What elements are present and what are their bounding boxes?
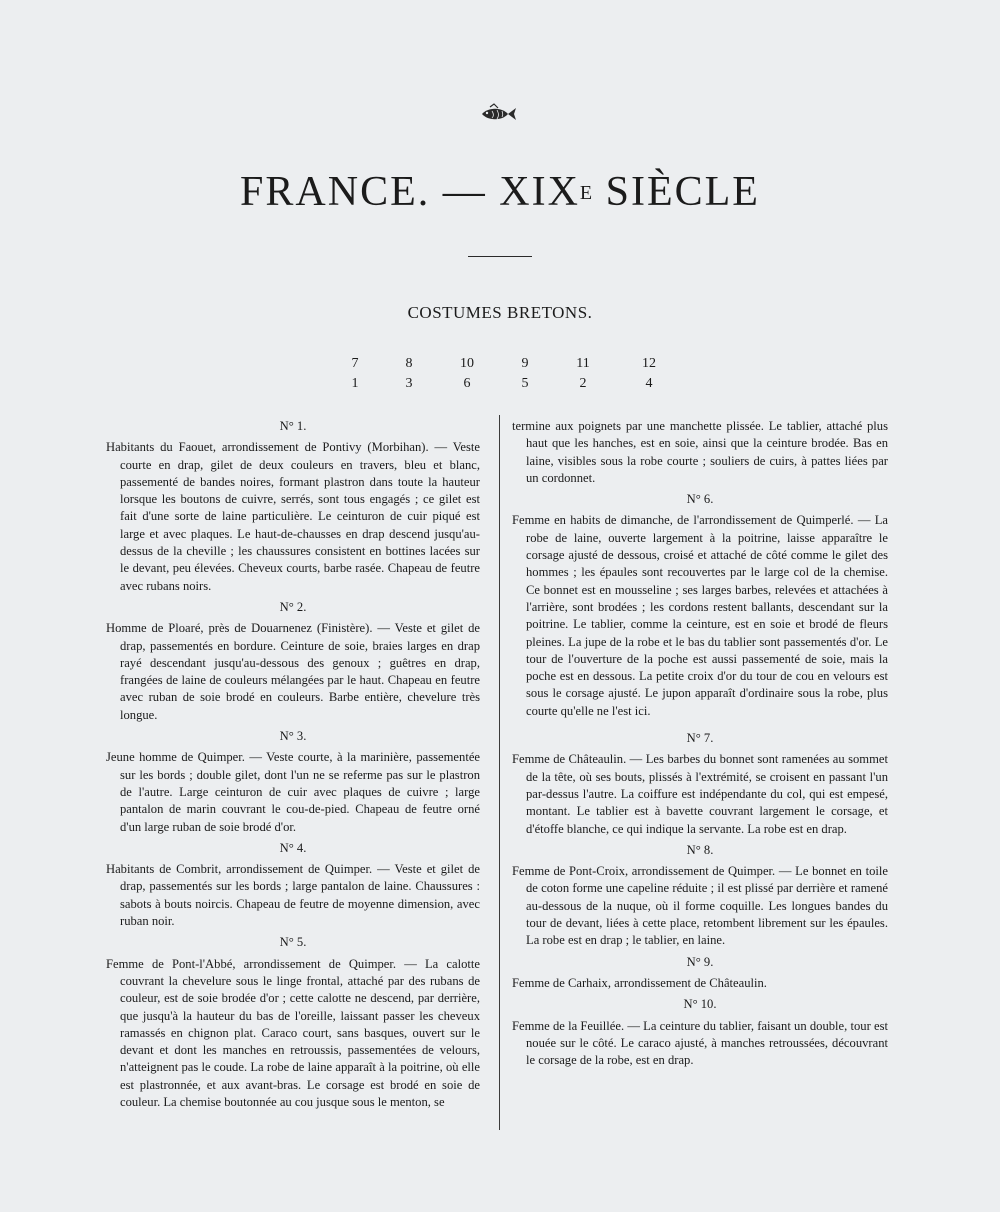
entry-text-continued: termine aux poignets par une manchette plissée. Le tablier, attaché plus haut que les hanches, est en soie, ainsi que la ceinture brodée. Bas en laine, visibles sous la robe courte ; souliers de cuirs, à pattes liées par un cordonnet. bbox=[512, 419, 888, 485]
entry-number: N° 5. bbox=[279, 935, 307, 950]
figure-index-row-1 bbox=[340, 354, 670, 374]
title-rule bbox=[468, 256, 532, 257]
entry-number: N° 7. bbox=[686, 731, 714, 746]
entry-number: N° 9. bbox=[686, 954, 714, 969]
entry-number: N° 4. bbox=[279, 840, 307, 855]
figure-number: 9 bbox=[521, 356, 529, 371]
figure-number: 1 bbox=[351, 376, 359, 391]
entry-text: Femme de Châteaulin. — Les barbes du bonnet sont ramenées au sommet de la tête, où ses bouts, plissés à l'extrémité, se croisent en passant l'un par-dessus l'autre. La coiffure est indépendante du col, qui est empesé, montant. Le tablier est à bavette couvrant largement le corsage, et d'étoffe blanche, ce qui indique la servante. La robe est en drap. bbox=[512, 752, 888, 836]
entry-text: Femme de Pont-Croix, arrondissement de Quimper. — Le bonnet en toile de coton forme une capeline réduite ; il est plissé par derrière et ramené au-dessous de la nuque, où il forme coquille. Les longues bandes du tour de devant, liées à cette place, retombent librement sur les épaules. La robe est en drap ; le tablier, en laine. bbox=[512, 864, 888, 948]
figure-number: 7 bbox=[351, 356, 359, 371]
entry-text: Femme de la Feuillée. — La ceinture du tablier, faisant un double, tour est nouée sur le côté. Le caraco ajusté, à manches retroussées, découvrant le corsage de la robe, est en drap. bbox=[512, 1018, 888, 1068]
entry-text: Homme de Ploaré, près de Douarnenez (Finistère). — Veste et gilet de drap, passementés en bordure. Ceinture de soie, braies larges en drap rayé descendant jusqu'au-dessous des genoux ; guêtres en drap, frangées de laine de couleurs mélangées par le haut. Chapeau en feutre avec ruban de soie brodé en couleurs. Barbe entière, chevelure très longue. bbox=[106, 621, 480, 722]
entry-number: N° 2. bbox=[279, 599, 307, 614]
figure-number: 8 bbox=[405, 356, 413, 371]
right-text-column bbox=[512, 418, 888, 1073]
entry-number: N° 1. bbox=[279, 419, 307, 433]
entry-number: N° 3. bbox=[279, 729, 307, 744]
left-text-column bbox=[106, 418, 480, 1115]
figure-number: 10 bbox=[460, 356, 474, 371]
figure-number: 11 bbox=[576, 356, 590, 371]
figure-index-grid bbox=[340, 354, 670, 394]
entry-text: Femme de Pont-l'Abbé, arrondissement de Quimper. — La calotte couvrant la chevelure sous le linge frontal, attaché par des rubans de couleur, est de soie brodée d'or ; cette calotte ne descend, par derrière, que jusqu'à la hauteur du bas de l'oreille, laissant passer les cheveux ramassés en chignon plat. Caraco court, sans basques, ouvert sur le devant et dont les manches en retroussis, passementées de velours, n'atteignent pas le coude. La robe de laine apparaît à la poitrine, où elle est plastronnée, et aux avant-bras. Le corsage est brodé en soie de couleur. La chemise boutonnée au cou jusque sous le menton, se bbox=[106, 956, 480, 1109]
entry-number: N° 6. bbox=[686, 492, 714, 507]
figure-number: 12 bbox=[642, 356, 656, 371]
figure-index-row-2 bbox=[340, 374, 670, 394]
entry-text: Femme en habits de dimanche, de l'arrondissement de Quimperlé. — La robe de laine, ouverte largement à la poitrine, laisse apparaître le corsage ajusté de dessous, croisé et attaché de côté comme le gilet des hommes ; les épaules sont recouvertes par le large col de la chemise. Ce bonnet est en mousseline ; ses larges barbes, relevées et attachées à l'arrière, sont brodées ; les cordons restent ballants, descendant sur la poitrine. Le tablier, comme la ceinture, est en soie et brodé de fleurs pleines. La jupe de la robe et le bas du tablier sont passementés d'or. Le tour de l'ouverture de la poche est aussi passementé de soie, mais la poche est en dessous. La petite croix d'or du tour de cou en velours est sous le corsage ajusté. Le jupon apparaît d'ordinaire sous la robe, plus courte qu'elle ne l'est ici. bbox=[512, 513, 888, 718]
page-subtitle: COSTUMES BRETONS. bbox=[407, 303, 593, 322]
entry-number: N° 8. bbox=[686, 842, 714, 857]
entry-text: Habitants du Faouet, arrondissement de Pontivy (Morbihan). — Veste courte en drap, gilet de deux couleurs en travers, bleu et blanc, passementé de bandes noires, formant plastron dans toute la hauteur lorsque les boutons de cuivre, serrés, sont tous engagés ; ce gilet est fait d'une sorte de laine particulière. Le ceinturon de cuir piqué est large et avec plaques. Le haut-de-chausses en drap descend jusqu'au-dessus de la cheville ; les chaussures consistent en bottines lacées sur le devant, peu élevées. Cheveux courts, barbe rasée. Chapeau de feutre avec rubans noirs. bbox=[106, 440, 480, 593]
entry-number: N° 10. bbox=[683, 997, 717, 1012]
figure-number: 2 bbox=[579, 376, 587, 391]
entry-text: Femme de Carhaix, arrondissement de Châteaulin. bbox=[512, 975, 767, 990]
figure-number: 5 bbox=[521, 376, 529, 391]
page-title: FRANCE. — $XIX^E$ SIÈCLE bbox=[240, 169, 760, 215]
entry-text: Habitants de Combrit, arrondissement de Quimper. — Veste et gilet de drap, passementés sur les bords ; large pantalon de laine. Chaussures : sabots à bouts noircis. Chapeau de feutre de moyenne dimension, avec ruban noir. bbox=[106, 862, 480, 929]
fish-ornament-icon bbox=[478, 103, 518, 125]
figure-number: 3 bbox=[405, 376, 413, 391]
column-divider bbox=[499, 415, 500, 1130]
entry-text: Jeune homme de Quimper. — Veste courte, à la marinière, passementée sur les bords ; double gilet, dont l'un ne se referme pas sur le plastron de l'autre. Large ceinturon de cuir avec plaques de cuivre ; large pantalon de marin couvrant le cou-de-pied. Chapeau de feutre orné d'un large ruban de soie brodé d'or. bbox=[106, 750, 480, 834]
figure-number: 4 bbox=[645, 376, 653, 391]
figure-number: 6 bbox=[463, 376, 471, 391]
